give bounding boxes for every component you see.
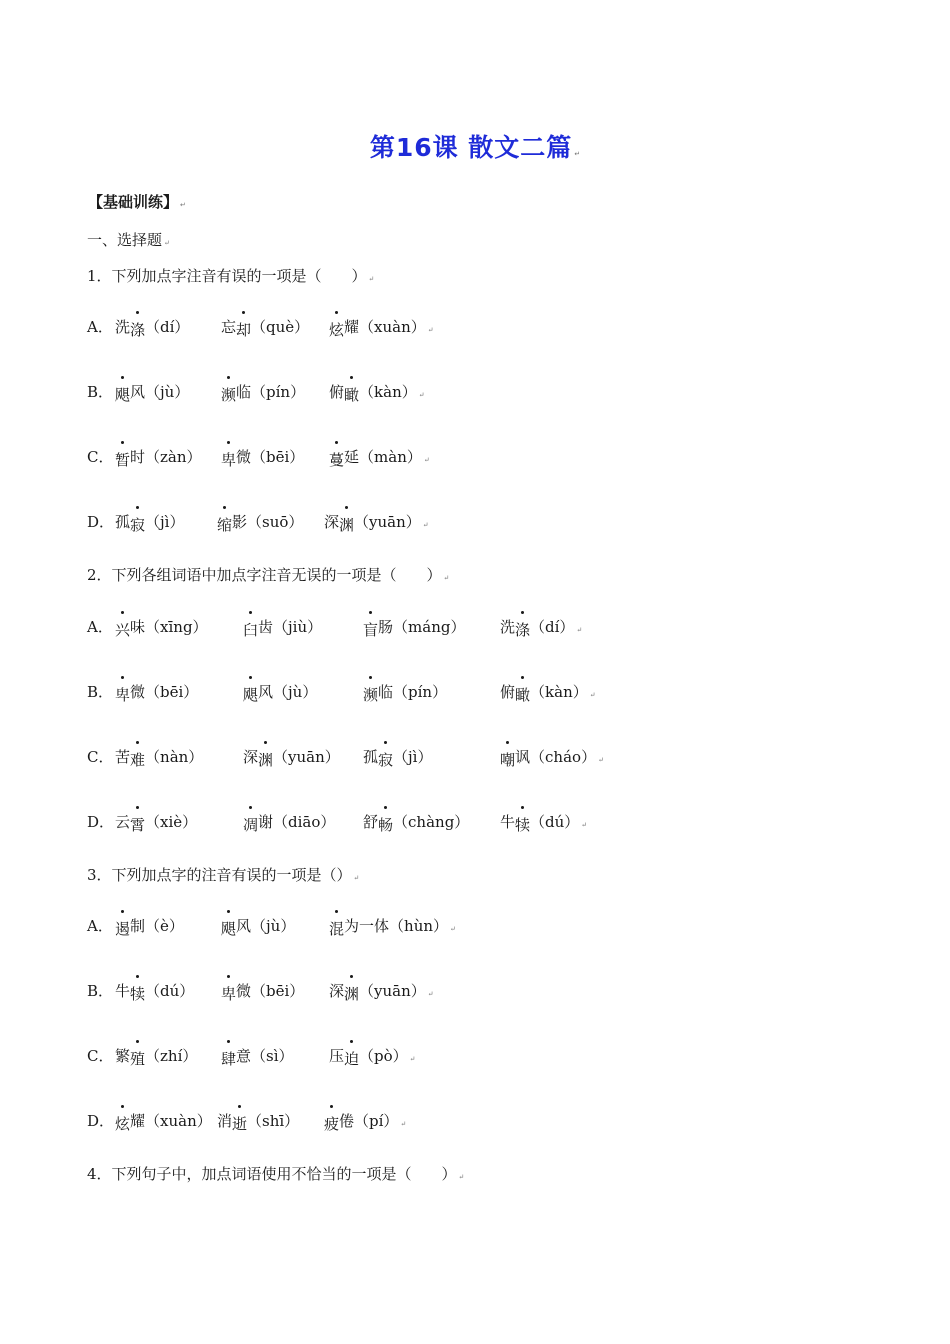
option-word <box>115 381 189 402</box>
dotted-character: 暂 <box>115 451 131 469</box>
pinyin: （què） <box>251 318 310 336</box>
dotted-character: 混 <box>329 920 345 938</box>
pinyin: （kàn） <box>530 683 588 701</box>
dotted-character: 渊 <box>339 516 355 534</box>
option-word <box>115 915 184 936</box>
pinyin: （jù） <box>273 683 318 701</box>
dotted-character: 飓 <box>221 920 237 938</box>
pinyin: （máng） <box>393 618 466 636</box>
word-text: 临 <box>236 383 252 401</box>
question-stem <box>87 564 449 585</box>
dotted-character: 涤 <box>130 321 146 339</box>
paragraph-mark: ↵ <box>422 521 429 529</box>
option-word <box>500 616 582 637</box>
option-word <box>115 511 184 532</box>
option-word <box>329 316 434 337</box>
pinyin: （hùn） <box>389 917 449 935</box>
dotted-character: 却 <box>236 321 252 339</box>
option-word <box>221 381 305 402</box>
pinyin: （yuān） <box>273 748 340 766</box>
paragraph-mark: ↵ <box>450 925 456 933</box>
word-text: 倦 <box>339 1112 355 1130</box>
dotted-character: 殖 <box>130 1050 146 1068</box>
pinyin: （xīng） <box>145 618 208 636</box>
option-word <box>329 1045 416 1066</box>
option-word <box>500 746 604 767</box>
word-text: 深 <box>324 513 340 531</box>
question-stem-text: 4．下列句子中，加点词语使用不恰当的一项是（ ） <box>87 1165 457 1183</box>
paragraph-mark: ↵ <box>353 874 360 882</box>
pinyin: （dú） <box>530 813 580 831</box>
word-text: 深 <box>243 748 259 766</box>
paragraph-mark: ↵ <box>458 1173 465 1181</box>
word-text: 影 <box>232 513 248 531</box>
word-text: 微 <box>236 448 252 466</box>
paragraph-mark: ↵ <box>576 626 583 634</box>
word-text: 谢 <box>258 813 274 831</box>
word-text: 消 <box>217 1112 233 1130</box>
option-word <box>324 511 429 532</box>
dotted-character: 炫 <box>329 321 345 339</box>
dotted-character: 卑 <box>221 451 237 469</box>
dotted-character: 凋 <box>243 816 259 834</box>
question-stem <box>87 1163 464 1184</box>
option-word <box>243 616 322 637</box>
dotted-character: 渊 <box>344 985 360 1003</box>
option-word <box>115 1110 212 1131</box>
word-text: 齿 <box>258 618 274 636</box>
option-letter: C． <box>87 448 114 466</box>
question-stem-text: 2．下列各组词语中加点字注音无误的一项是（ ） <box>87 566 442 584</box>
word-text: 繁 <box>115 1047 131 1065</box>
paragraph-mark: ↵ <box>409 1055 416 1063</box>
option-word <box>243 811 335 832</box>
dotted-character: 濒 <box>363 686 379 704</box>
paragraph-mark: ↵ <box>418 391 425 399</box>
word-text: 牛 <box>115 982 131 1000</box>
dotted-character: 犊 <box>130 985 146 1003</box>
option-word <box>115 811 197 832</box>
option-word <box>115 316 189 337</box>
word-text: 舒 <box>363 813 379 831</box>
word-text: 洗 <box>115 318 131 336</box>
dotted-character: 飓 <box>243 686 259 704</box>
dotted-character: 臼 <box>243 621 259 639</box>
option-word <box>324 1110 406 1131</box>
pinyin: （yuān） <box>354 513 421 531</box>
pinyin: （chàng） <box>393 813 470 831</box>
paragraph-mark: ↵ <box>400 1120 407 1128</box>
word-text: 耀 <box>130 1112 146 1130</box>
option-word <box>243 746 340 767</box>
option-word <box>221 1045 294 1066</box>
word-text: 肠 <box>378 618 394 636</box>
option-word <box>243 681 317 702</box>
word-text: 孤 <box>363 748 379 766</box>
pinyin: （shī） <box>247 1112 300 1130</box>
option-letter: A． <box>87 917 113 935</box>
option-word <box>500 681 596 702</box>
option-letter: C． <box>87 748 114 766</box>
option-letter: B． <box>87 683 114 701</box>
dotted-character: 畅 <box>378 816 394 834</box>
option-word <box>217 1110 299 1131</box>
paragraph-mark: ↵ <box>598 756 604 764</box>
word-text: 苦 <box>115 748 131 766</box>
dotted-character: 卑 <box>115 686 131 704</box>
option-word <box>329 980 434 1001</box>
word-text: 临 <box>378 683 394 701</box>
option-word <box>363 681 447 702</box>
word-text: 俯 <box>500 683 516 701</box>
pinyin: （bēi） <box>251 448 305 466</box>
pinyin: （pín） <box>393 683 448 701</box>
word-text: 风 <box>130 383 146 401</box>
pinyin: （pí） <box>354 1112 399 1130</box>
question-stem-text: 1．下列加点字注音有误的一项是（ ） <box>87 267 367 285</box>
option-word <box>115 616 208 637</box>
word-text: 深 <box>329 982 345 1000</box>
option-word <box>217 511 303 532</box>
option-word <box>221 915 295 936</box>
pinyin: （pò） <box>359 1047 408 1065</box>
page-title: 第16课 散文二篇 ↵ <box>369 133 581 162</box>
pinyin: （dí） <box>145 318 190 336</box>
pinyin: （sì） <box>251 1047 294 1065</box>
pinyin: （jì） <box>393 748 433 766</box>
pinyin: （jù） <box>251 917 296 935</box>
pinyin: （dí） <box>530 618 575 636</box>
dotted-character: 蔓 <box>329 451 345 469</box>
dotted-character: 寂 <box>130 516 146 534</box>
dotted-character: 涤 <box>515 621 531 639</box>
dotted-character: 瞰 <box>515 686 531 704</box>
dotted-character: 肆 <box>221 1050 237 1068</box>
word-text: 意 <box>236 1047 252 1065</box>
paragraph-mark: ↵ <box>581 821 588 829</box>
dotted-character: 疲 <box>324 1115 340 1133</box>
paragraph-mark: ↵ <box>423 456 430 464</box>
pinyin: （è） <box>145 917 184 935</box>
option-letter: A． <box>87 318 113 336</box>
option-letter: D． <box>87 513 115 531</box>
word-text: 风 <box>236 917 252 935</box>
option-letter: A． <box>87 618 113 636</box>
pinyin: （kàn） <box>359 383 417 401</box>
word-text: 延 <box>344 448 360 466</box>
word-text: 制 <box>130 917 146 935</box>
option-word <box>363 616 465 637</box>
option-letter: C． <box>87 1047 114 1065</box>
pinyin: （nàn） <box>145 748 204 766</box>
pinyin: （pín） <box>251 383 306 401</box>
option-word <box>221 316 309 337</box>
word-text: 微 <box>236 982 252 1000</box>
dotted-character: 飓 <box>115 386 131 404</box>
option-word <box>115 681 198 702</box>
word-text: 俯 <box>329 383 345 401</box>
pinyin: （xuàn） <box>359 318 426 336</box>
dotted-character: 逝 <box>232 1115 248 1133</box>
paragraph-mark: ↵ <box>443 574 450 582</box>
dotted-character: 嘲 <box>500 751 516 769</box>
pinyin: （màn） <box>359 448 422 466</box>
pinyin: （zàn） <box>145 448 202 466</box>
word-text: 耀 <box>344 318 360 336</box>
pinyin: （jì） <box>145 513 185 531</box>
option-letter: B． <box>87 383 114 401</box>
dotted-character: 渊 <box>258 751 274 769</box>
word-text: 洗 <box>500 618 516 636</box>
pinyin: （suō） <box>247 513 304 531</box>
dotted-character: 卑 <box>221 985 237 1003</box>
option-word <box>221 980 304 1001</box>
option-word <box>363 746 432 767</box>
pinyin: （jiù） <box>273 618 323 636</box>
option-word <box>329 446 430 467</box>
word-text: 孤 <box>115 513 131 531</box>
option-word <box>221 446 304 467</box>
option-word <box>115 446 202 467</box>
word-text: 牛 <box>500 813 516 831</box>
dotted-character: 瞰 <box>344 386 360 404</box>
dotted-character: 炫 <box>115 1115 131 1133</box>
section-header: 【基础训练】 ↵ <box>88 193 186 211</box>
option-letter: B． <box>87 982 114 1000</box>
option-word <box>115 746 203 767</box>
dotted-character: 缩 <box>217 516 233 534</box>
word-text: 忘 <box>221 318 237 336</box>
word-text: 为一体 <box>344 917 390 935</box>
dotted-character: 迫 <box>344 1050 360 1068</box>
word-text: 微 <box>130 683 146 701</box>
pinyin: （xiè） <box>145 813 198 831</box>
option-word <box>500 811 587 832</box>
pinyin: （zhí） <box>145 1047 198 1065</box>
dotted-character: 寂 <box>378 751 394 769</box>
dotted-character: 霄 <box>130 816 146 834</box>
word-text: 时 <box>130 448 146 466</box>
pinyin: （bēi） <box>145 683 199 701</box>
word-text: 味 <box>130 618 146 636</box>
pinyin: （jù） <box>145 383 190 401</box>
option-letter: D． <box>87 813 115 831</box>
pinyin: （yuān） <box>359 982 426 1000</box>
dotted-character: 难 <box>130 751 146 769</box>
dotted-character: 遏 <box>115 920 131 938</box>
part-heading: 一、选择题 ↵ <box>87 231 170 249</box>
question-stem <box>87 864 359 885</box>
word-text: 云 <box>115 813 131 831</box>
dotted-character: 盲 <box>363 621 379 639</box>
option-word <box>115 1045 197 1066</box>
paragraph-mark: ↵ <box>368 275 375 283</box>
pinyin: （diāo） <box>273 813 336 831</box>
word-text: 风 <box>258 683 274 701</box>
option-letter: D． <box>87 1112 115 1130</box>
pinyin: （xuàn） <box>145 1112 212 1130</box>
pinyin: （cháo） <box>530 748 597 766</box>
option-word <box>115 980 194 1001</box>
paragraph-mark: ↵ <box>427 326 434 334</box>
option-word <box>329 381 425 402</box>
paragraph-mark: ↵ <box>427 990 434 998</box>
option-word <box>363 811 469 832</box>
dotted-character: 犊 <box>515 816 531 834</box>
pinyin: （bēi） <box>251 982 305 1000</box>
question-stem <box>87 265 374 286</box>
dotted-character: 濒 <box>221 386 237 404</box>
question-stem-text: 3．下列加点字的注音有误的一项是（） <box>87 866 352 884</box>
paragraph-mark: ↵ <box>589 691 596 699</box>
word-text: 压 <box>329 1047 345 1065</box>
pinyin: （dú） <box>145 982 195 1000</box>
word-text: 讽 <box>515 748 531 766</box>
option-word <box>329 915 456 936</box>
dotted-character: 兴 <box>115 621 131 639</box>
